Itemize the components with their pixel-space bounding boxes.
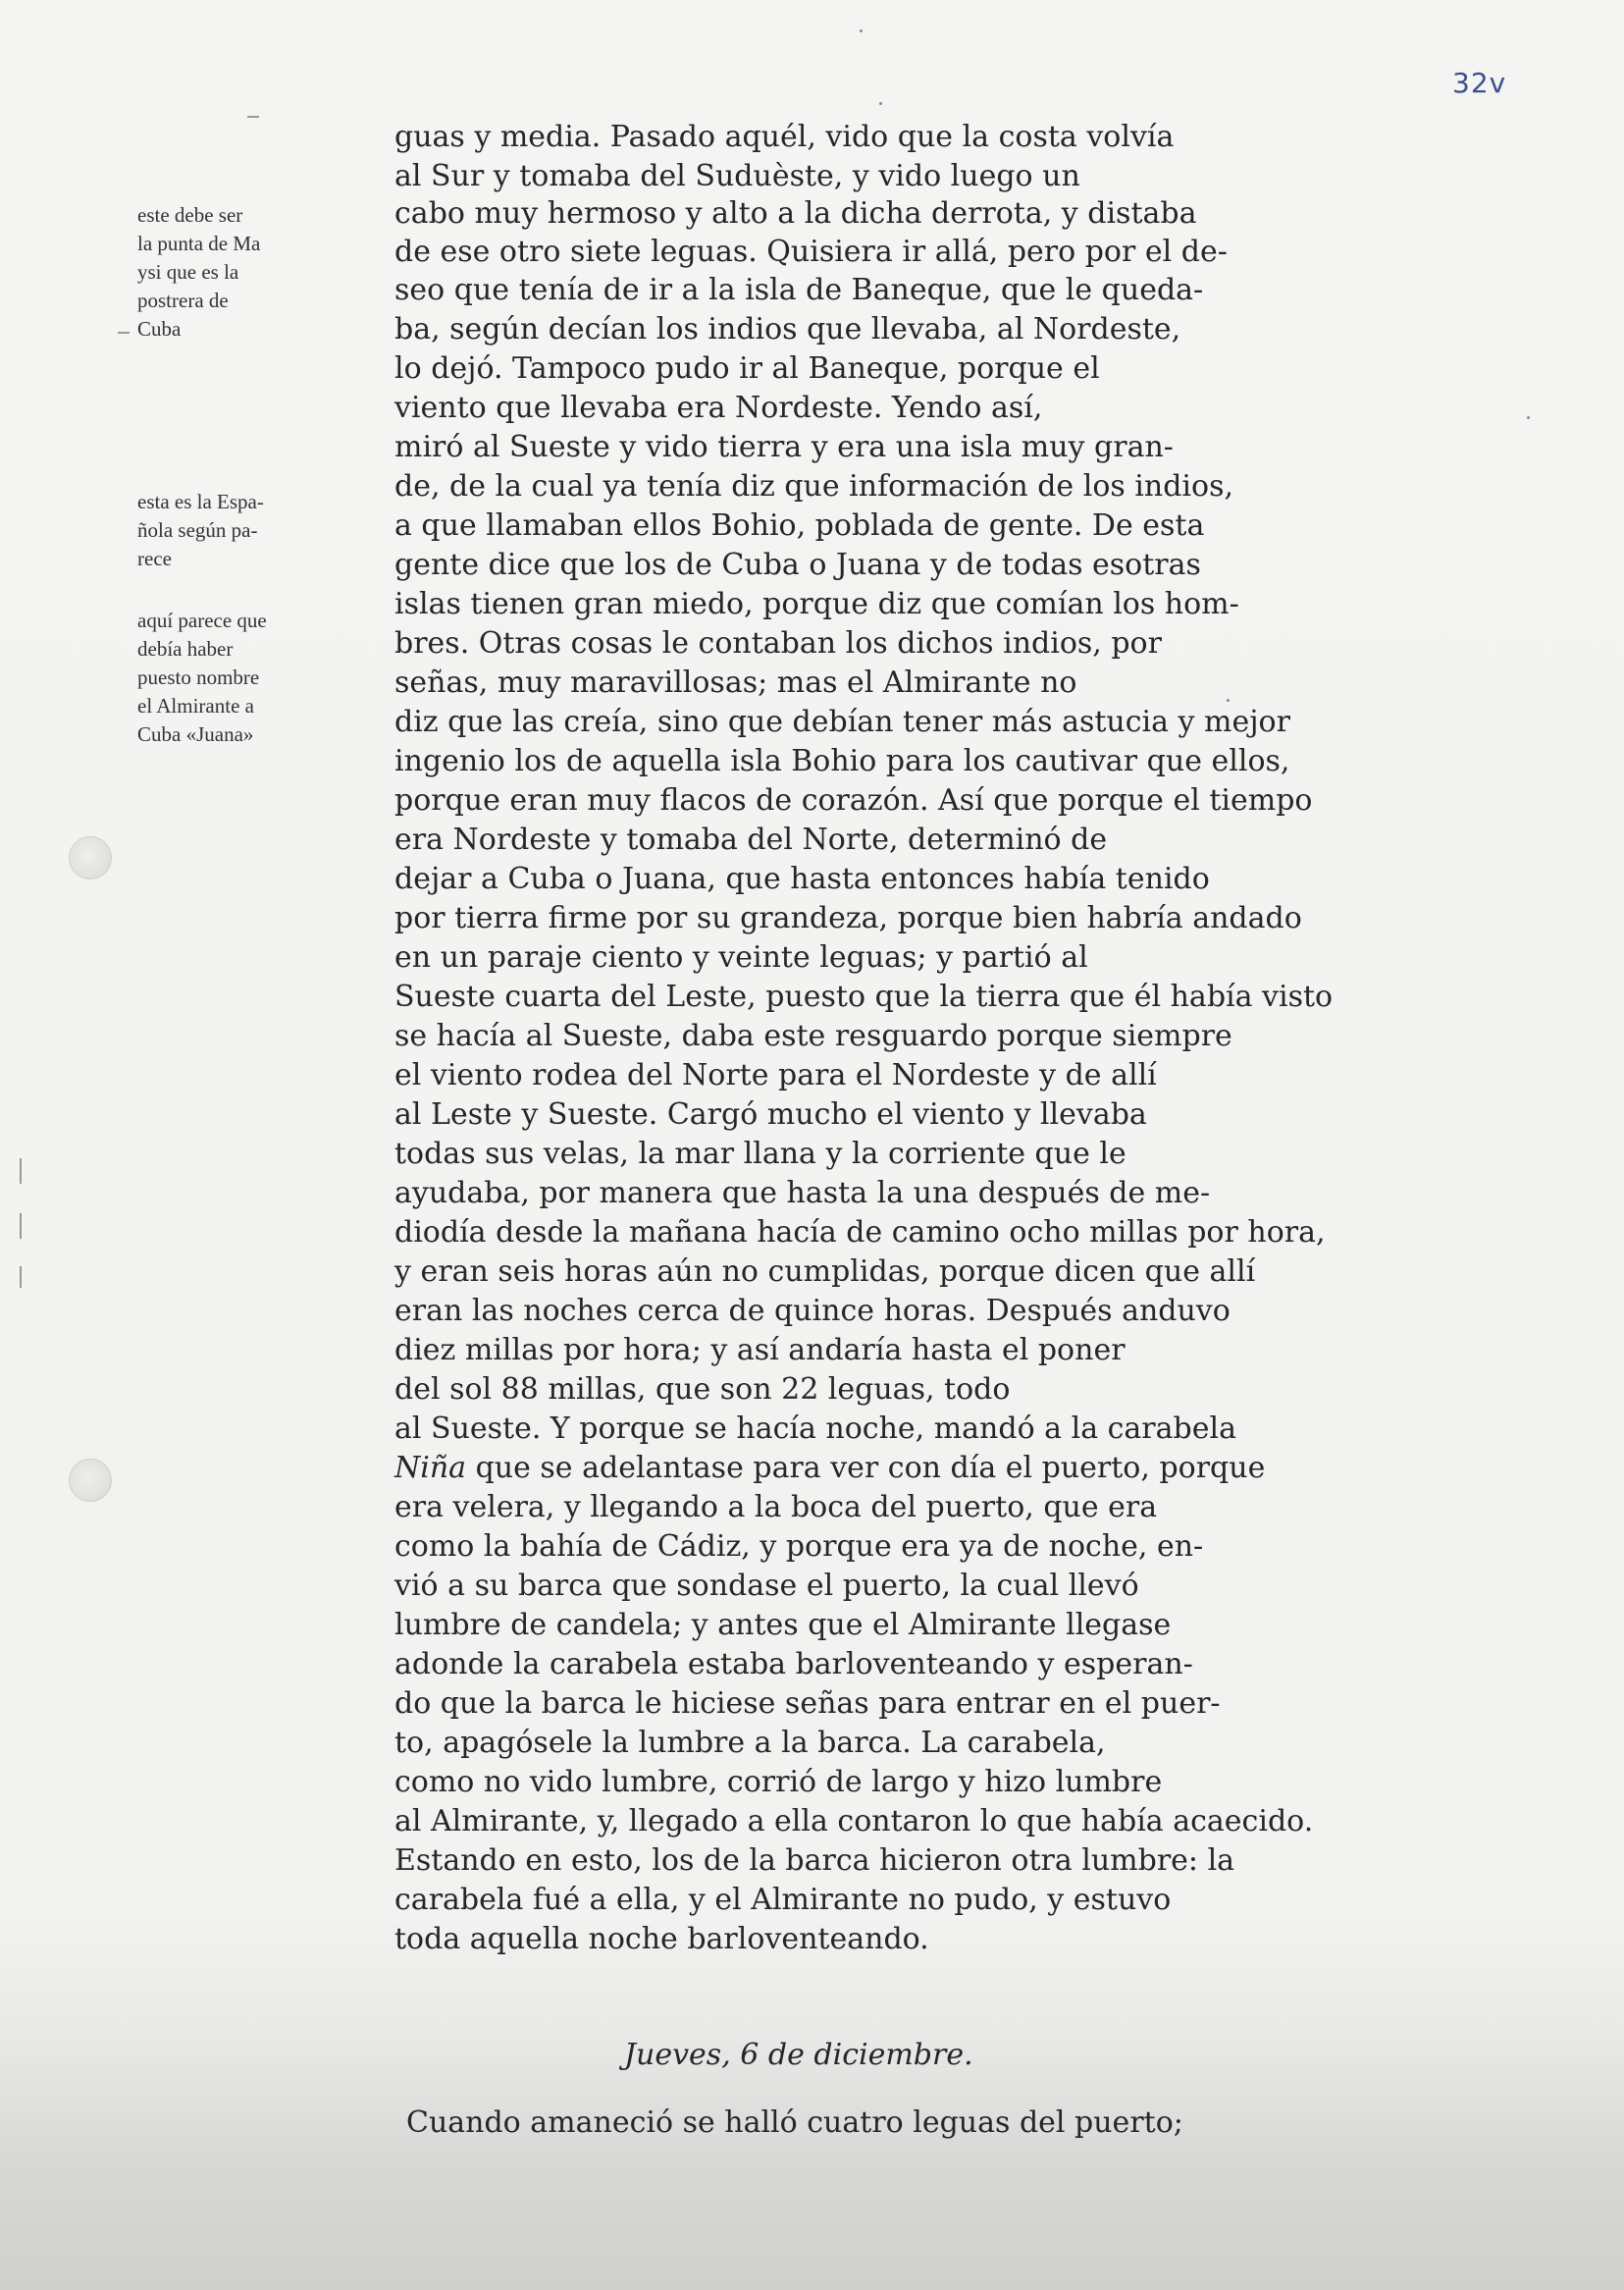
body-line: señas, muy maravillosas; mas el Almirante no: [394, 666, 1077, 700]
body-line: cabo muy hermoso y alto a la dicha derrota, y distaba: [394, 196, 1197, 231]
body-line: viento que llevaba era Nordeste. Yendo así,: [394, 391, 1043, 425]
margin-note-maisi: [137, 201, 343, 344]
body-line: carabela fué a ella, y el Almirante no pudo, y estuvo: [394, 1883, 1172, 1917]
body-line: al Leste y Sueste. Cargó mucho el viento y llevaba: [394, 1097, 1147, 1132]
margin-note-espanola: [137, 488, 343, 573]
margin-note-line: aquí parece que: [137, 609, 267, 632]
margin-note-line: ysi que es la: [137, 260, 239, 284]
margin-tick-mark: [20, 1158, 22, 1184]
body-line: por tierra firme por su grandeza, porque bien habría andado: [394, 901, 1302, 935]
body-line: era Nordeste y tomaba del Norte, determinó de: [394, 823, 1108, 857]
page-number: 32v: [1452, 67, 1507, 99]
body-line: ba, según decían los indios que llevaba, al Nordeste,: [394, 312, 1181, 346]
punch-hole: [69, 1459, 112, 1502]
body-line: lumbre de candela; y antes que el Almirante llegase: [394, 1608, 1172, 1642]
body-line: toda aquella noche barloventeando.: [394, 1922, 929, 1956]
margin-note-line: ñola según pa-: [137, 518, 258, 542]
body-line: ayudaba, por manera que hasta la una después de me-: [394, 1176, 1211, 1210]
body-line: diz que las creía, sino que debían tener más astucia y mejor: [394, 705, 1290, 739]
margin-tick-mark: [20, 1266, 22, 1288]
body-line: se hacía al Sueste, daba este resguardo porque siempre: [394, 1019, 1232, 1053]
body-line: a que llamaban ellos Bohio, poblada de gente. De esta: [394, 508, 1205, 543]
closing-body-line: Cuando amaneció se halló cuatro leguas del puerto;: [406, 2105, 1183, 2140]
margin-note-line: debía haber: [137, 637, 234, 661]
margin-note-line: la punta de Ma: [137, 232, 261, 255]
body-line: el viento rodea del Norte para el Nordeste y de allí: [394, 1058, 1157, 1092]
body-line: Sueste cuarta del Leste, puesto que la tierra que él había visto: [394, 980, 1334, 1014]
body-line: en un paraje ciento y veinte leguas; y partió al: [394, 940, 1088, 975]
margin-note-line: el Almirante a: [137, 694, 254, 718]
body-line: islas tienen gran miedo, porque diz que comían los hom-: [394, 587, 1239, 621]
scan-speck: [1527, 416, 1530, 419]
body-line: era velera, y llegando a la boca del puerto, que era: [394, 1490, 1158, 1524]
scan-speck: [1227, 699, 1230, 702]
body-line: diez millas por hora; y así andaría hasta el poner: [394, 1333, 1126, 1367]
entry-date-heading: Jueves, 6 de diciembre.: [624, 2038, 973, 2072]
body-line: ingenio los de aquella isla Bohio para los cautivar que ellos,: [394, 744, 1290, 778]
scan-speck: [860, 29, 863, 32]
margin-dash-mark: [118, 332, 130, 334]
margin-tick-mark: [20, 1213, 22, 1239]
body-line: bres. Otras cosas le contaban los dichos indios, por: [394, 626, 1162, 661]
margin-note-line: este debe ser: [137, 203, 243, 227]
punch-hole: [69, 836, 112, 879]
body-line: adonde la carabela estaba barloventeando y esperan-: [394, 1647, 1193, 1681]
body-line: seo que tenía de ir a la isla de Baneque, que le queda-: [394, 273, 1204, 307]
body-line: de ese otro siete leguas. Quisiera ir allá, pero por el de-: [394, 235, 1228, 269]
body-line: de, de la cual ya tenía diz que información de los indios,: [394, 469, 1234, 504]
margin-note-line: puesto nombre: [137, 666, 260, 689]
body-line: diodía desde la mañana hacía de camino ocho millas por hora,: [394, 1215, 1326, 1250]
margin-dash-mark: [247, 116, 259, 118]
body-line: do que la barca le hiciese señas para entrar en el puer-: [394, 1686, 1221, 1721]
body-line: al Sur y tomaba del Suduèste, y vido luego un: [394, 159, 1080, 193]
body-line: lo dejó. Tampoco pudo ir al Baneque, porque el: [394, 351, 1100, 386]
body-line: gente dice que los de Cuba o Juana y de todas esotras: [394, 548, 1201, 582]
body-line: como la bahía de Cádiz, y porque era ya de noche, en-: [394, 1529, 1204, 1564]
scan-speck: [879, 102, 882, 105]
body-line: al Sueste. Y porque se hacía noche, mandó a la carabela: [394, 1411, 1236, 1446]
margin-note-line: esta es la Espa-: [137, 490, 264, 513]
body-line: vió a su barca que sondase el puerto, la cual llevó: [394, 1569, 1139, 1603]
margin-note-line: Cuba «Juana»: [137, 722, 254, 746]
body-line: Niña que se adelantase para ver con día el puerto, porque: [394, 1451, 1266, 1485]
margin-note-line: Cuba: [137, 317, 182, 341]
body-line: dejar a Cuba o Juana, que hasta entonces había tenido: [394, 862, 1210, 896]
margin-note-line: postrera de: [137, 289, 229, 312]
body-line: como no vido lumbre, corrió de largo y hizo lumbre: [394, 1765, 1163, 1799]
body-line: eran las noches cerca de quince horas. Después anduvo: [394, 1294, 1231, 1328]
body-line: Estando en esto, los de la barca hicieron otra lumbre: la: [394, 1843, 1235, 1878]
margin-note-line: rece: [137, 547, 172, 570]
body-line: porque eran muy flacos de corazón. Así que porque el tiempo: [394, 783, 1313, 818]
body-line: del sol 88 millas, que son 22 leguas, todo: [394, 1372, 1011, 1407]
body-line: miró al Sueste y vido tierra y era una isla muy gran-: [394, 430, 1174, 464]
body-line: al Almirante, y, llegado a ella contaron lo que había acaecido.: [394, 1804, 1314, 1838]
body-line: to, apagósele la lumbre a la barca. La carabela,: [394, 1726, 1106, 1760]
ship-name-nina: Niña: [394, 1451, 467, 1485]
body-line: guas y media. Pasado aquél, vido que la costa volvía: [394, 120, 1175, 154]
margin-note-juana: [137, 607, 343, 749]
body-line: y eran seis horas aún no cumplidas, porque dicen que allí: [394, 1254, 1256, 1289]
body-line: todas sus velas, la mar llana y la corriente que le: [394, 1137, 1126, 1171]
